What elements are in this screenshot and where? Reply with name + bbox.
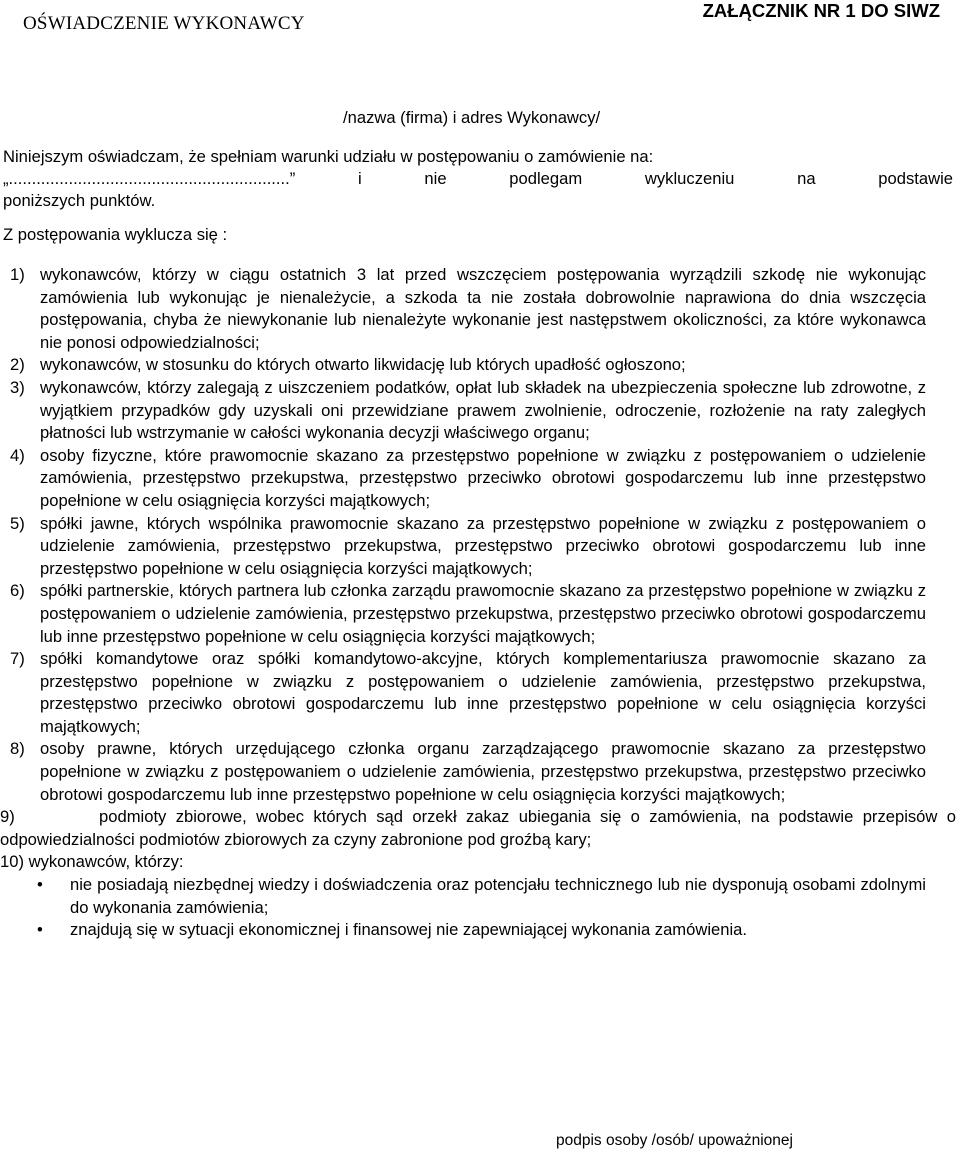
item-number: 1) bbox=[10, 265, 25, 284]
document-title: OŚWIADCZENIE WYKONAWCY bbox=[23, 13, 305, 34]
item-number: 3) bbox=[10, 377, 25, 397]
annex-label: ZAŁĄCZNIK NR 1 DO SIWZ bbox=[702, 0, 940, 21]
exclusion-heading: Z postępowania wyklucza się : bbox=[3, 225, 228, 244]
item-text-wrapper bbox=[0, 851, 946, 874]
item-text: wykonawców, w stosunku do których otwarto likwidację lub których upadłość ogłoszono; bbox=[40, 355, 686, 375]
bullet-text: nie posiadają niezbędnej wiedzy i doświadczenia oraz potencjału technicznego lub nie dysponują osobami zdolnymi do wykonania zamówienia; bbox=[70, 875, 926, 917]
bullet-icon: • bbox=[37, 920, 43, 940]
item-text: osoby prawne, których urzędującego członka organu zarządzającego prawomocnie skazano za przestępstwo popełnione w związku z postępowaniem o udzielenie zamówienia, przestępstwo przekupstwa, przestępstwo przeciwko obrotowi gospodarczemu lub inne przestępstwo popełnione w celu osiągnięcia korzyści majątkowych; bbox=[40, 739, 926, 804]
item-text: osoby fizyczne, które prawomocnie skazano za przestępstwo popełnione w związku z postępowaniem o udzielenie zamówienia, przestępstwo przekupstwa, przestępstwo przeciwko obrotowi gospodarczemu lub inne przestępstwo popełnione w celu osiągnięcia korzyści majątkowych; bbox=[40, 445, 926, 510]
list-item bbox=[0, 264, 926, 354]
item-number: 2) bbox=[10, 355, 25, 375]
item-text: wykonawców, którzy: bbox=[28, 852, 184, 872]
item-text: spółki jawne, których wspólnika prawomocnie skazano za przestępstwo popełnione w związku z postępowaniem o udzielenie zamówienia, przestępstwo przekupstwa, przestępstwo przeciwko obrotowi gospodarczemu lub inne przestępstwo popełnione w celu osiągnięcia korzyści majątkowych; bbox=[40, 513, 926, 578]
item-number: 6) bbox=[10, 581, 25, 601]
list-item bbox=[0, 648, 926, 738]
item-number: 4) bbox=[10, 445, 25, 465]
list-item bbox=[0, 806, 956, 851]
item-text: wykonawców, którzy zalegają z uiszczeniem podatków, opłat lub składek na ubezpieczenia społeczne lub zdrowotne, z wyjątkiem przypadków gdy uzyskali oni przewidziane prawem zwolnienie, odroczenie, rozłożenie na raty zaległych płatności lub wstrzymanie w całości wykonania decyzji właściwego organu; bbox=[40, 377, 926, 443]
item-number: 7) bbox=[10, 649, 25, 669]
item-number: 9) bbox=[0, 807, 15, 827]
item-text: wykonawców, którzy w ciągu ostatnich 3 lat przed wszczęciem postępowania wyrządzili szkodę nie wykonując zamówienia lub wykonując je nienależycie, a szkoda ta nie została dobrowolnie naprawiona do dnia wszczęcia postępowania, chyba że niewykonanie lub nienależyte wykonanie jest następstwem okoliczności, za które wykonawca nie ponosi odpowiedzialności; bbox=[40, 265, 926, 352]
item-number: 10) bbox=[0, 852, 24, 872]
list-item bbox=[0, 580, 926, 648]
exclusion-list bbox=[0, 264, 960, 942]
item-number: 5) bbox=[10, 513, 25, 533]
signature-label: podpis osoby /osób/ upoważnionej bbox=[556, 1132, 793, 1149]
intro-line: Niniejszym oświadczam, że spełniam warunki udziału w postępowaniu o zamówienie na: bbox=[3, 147, 654, 166]
item-text: spółki komandytowe oraz spółki komandytowo-akcyjne, których komplementariusza prawomocnie skazano za przestępstwo popełnione w związku z postępowaniem o udzielenie zamówienia, przestępstwo przekupstwa, przestępstwo przeciwko obrotowi gospodarczemu lub inne przestępstwo popełnione w celu osiągnięcia korzyści majątkowych; bbox=[40, 649, 926, 736]
intro-line: „.............................................................” i nie podlegam wykluczeniu na podstawie bbox=[3, 169, 953, 188]
bullet-item bbox=[0, 874, 926, 919]
bullet-text: znajdują się w sytuacji ekonomicznej i finansowej nie zapewniającej wykonania zamówienia. bbox=[70, 920, 748, 940]
contractor-name-label: /nazwa (firma) i adres Wykonawcy/ bbox=[343, 108, 601, 127]
bullet-item bbox=[0, 919, 926, 942]
bullet-icon: • bbox=[37, 875, 43, 895]
list-item bbox=[0, 377, 926, 445]
list-item bbox=[0, 851, 946, 874]
intro-paragraph bbox=[3, 146, 953, 212]
item-number: 8) bbox=[10, 739, 25, 759]
list-item bbox=[0, 354, 926, 377]
list-item bbox=[0, 513, 926, 581]
item-text: podmioty zbiorowe, wobec których sąd orzekł zakaz ubiegania się o zamówienia, na podstawie przepisów o odpowiedzialności podmiotów zbiorowych za czyny zabronione pod groźbą kary; bbox=[0, 807, 956, 849]
item-text-wrapper bbox=[0, 806, 956, 851]
intro-line: poniższych punktów. bbox=[3, 191, 156, 210]
list-item bbox=[0, 738, 926, 806]
item-text: spółki partnerskie, których partnera lub członka zarządu prawomocnie skazano za przestępstwo popełnione w związku z postępowaniem o udzielenie zamówienia, przestępstwo przekupstwa, przestępstwo przeciwko obrotowi gospodarczemu lub inne przestępstwo popełnione w celu osiągnięcia korzyści majątkowych; bbox=[40, 581, 926, 646]
list-item bbox=[0, 445, 926, 513]
